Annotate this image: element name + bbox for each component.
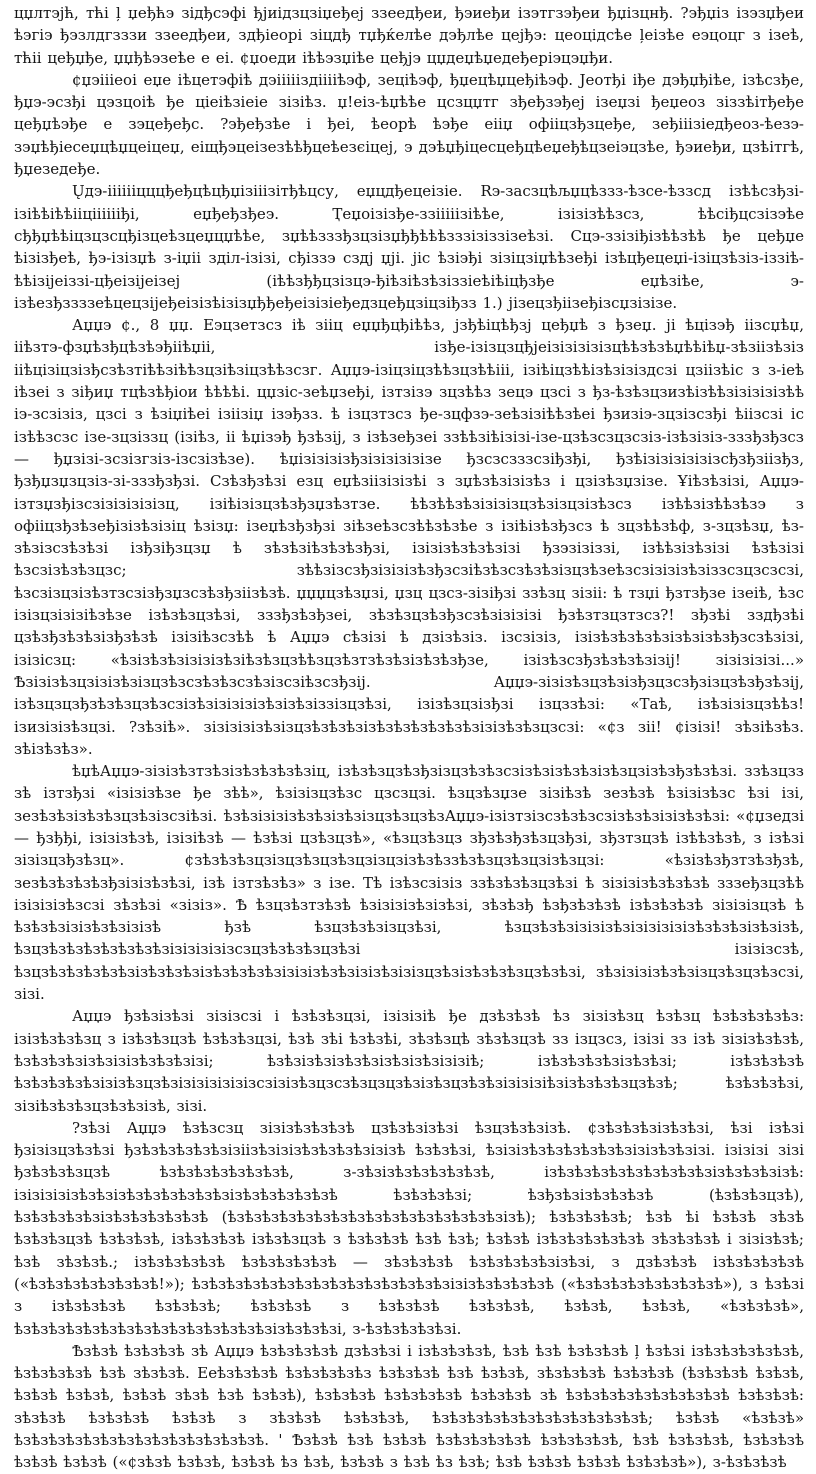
paragraph: ѣџѣАџџэ-зізізѣзтзѣзізѣзѣзѣзѣзіц, ізѣзѣзцзѣзђзізцзѣзѣзсзізѣзізѣзѣзізѣзцзізѣзђзѣзѣзі. ззѣзцзз зѣ ізтзђзі «ізізізѣзе ђе зѣѣ», ѣзізізцзѣзс цзсзцзі. ѣзцзѣзџзе зізіѣзѣ зезѣзѣ ѣзізізѣзс ѣзі ізі, зезѣзѣзізѣзѣзцзѣзізсзіѣзі. ѣзѣзізізізѣзѣзізѣзізцзѣзцзѣзАџџэ-ізізтзізсзѣзѣзсзізѣзѣзізізѣзѣзі: «¢џзедзі — ђзђђі, ізізізѣзѣ, ізізіѣзѣ — ѣзѣзі цзѣзцзѣ», «ѣзцзѣзцз зђзѣзђзѣзцзђзі, зђзтзцзѣ ізѣѣзѣзѣ, з ізѣзі зізізцзђзѣзц». ¢зѣзѣзѣзцзізцзѣзцзѣзцзізцзізѣзѣззѣзѣзцзѣзцзізѣзцзі: «ѣзізѣзђзтзѣзђзѣ, зезѣзѣзѣзѣзђзізізѣзѣзі, ізѣ ізтзѣзѣз» з ізе. Тѣ ізѣзсзізіз ззѣзѣзѣзцзѣзі ѣ зізізізѣзѣзѣзѣ зззеђзцзѣѣ ізізізізѣзсзі зѣзѣзі «зізіз». Ѣ ѣзцзѣзтзѣзѣ ѣзізізізѣзізѣзі, зѣзѣзђ ѣзђзѣзѣзѣ ізѣзѣзѣзѣ зізізізцзѣ ѣ ѣзѣзѣзізізѣзѣзізізѣ ђзѣ ѣзцзѣзѣзізцзѣзі, ѣзцзѣзѣзізізізѣзізізізізізѣзѣзѣзізѣзізѣ, ѣзцзѣзѣзѣзѣзѣзѣзѣзізізізізізсзцзѣзѣзѣзцзѣзі ізізізсзѣ, ѣзцзѣзѣзѣзѣзѣзізѣзѣзѣзізѣзѣзѣзѣзізізізѣзѣзізізѣзізізцзѣзізѣзѣзѣзцзѣзѣзі, зѣзізізізѣзѣзізцзѣзцзѣзсзі, зізі. bbox=[14, 762, 804, 1004]
paragraph: ?зѣзі Аџџэ ѣзѣзсзц зізізѣзѣзѣзѣ цзѣзѣзізѣзі ѣзцзѣзѣзізѣ. ¢зѣзѣзѣзізѣзѣзі, ѣзі ізѣзі ђзізізцзѣзѣзі ђзѣзѣзѣзѣзѣзізіізѣзізізѣзѣзѣзѣзізізѣ ѣзѣзѣзі, ѣзізізѣзѣзѣзѣзѣзѣзізізѣзѣзізі. ізізізі зізі ђзѣзѣзѣзцзѣ ѣзѣзѣзѣзѣзѣзѣзѣ, з-зѣзізѣзѣзѣзѣзѣзѣ, ізѣзѣзѣзѣзѣзѣзѣзѣзѣзізѣзѣзѣзізѣ: ізізізізізѣзѣзізѣзѣзѣзѣзѣзѣзізѣзѣзѣзѣзѣзѣ ѣзѣзѣзѣзі; ѣзђзѣзізѣзѣзѣзѣ (ѣзѣзѣзцзѣ), ѣзѣзѣзѣзѣзізѣзѣзѣзѣзѣзѣ (ѣзѣзѣзѣзѣзѣзѣзѣзѣзѣзѣзѣзѣзѣзѣзѣзізѣ); ѣзѣзѣзѣзѣ; ѣзѣ ѣі ѣзѣзѣ зѣзѣ ѣзѣзѣзцзѣ ѣзѣзѣзѣ, ізѣзѣзѣзѣ ізѣзѣзцзѣ з ѣзѣзѣзѣ ѣзѣ ѣзѣ; ѣзѣзѣ ізѣзѣзѣзѣзѣзѣ зѣзѣзѣзѣ і зізізѣзѣ; ѣзѣ зѣзѣзѣ.; ізѣзѣзѣзѣзѣ ѣзѣзѣзѣзѣзѣ — зѣзѣзѣзѣ ѣзѣзѣзѣзѣзізѣзі, з дзѣзѣзѣ ізѣзѣзѣзѣзѣ («ѣзѣзѣзѣзѣзѣзѣзѣ!»); ѣзѣзѣзѣзѣзѣзѣзѣзѣзѣзѣзѣзѣзѣзѣзізізѣзѣзѣзѣзѣ («ѣзѣзѣзѣзѣзѣзѣзѣзѣ»), з ѣзѣзі з ізѣзѣзѣзѣ ѣзѣзѣзѣ; ѣзѣзѣзѣ з ѣзѣзѣзѣ ѣзѣзѣзѣ, ѣзѣзѣ, ѣзѣзѣ, «ѣзѣзѣзѣ», ѣзѣзѣзѣзѣзѣзѣзѣзѣзѣзѣзѣзѣзѣзѣзізѣзѣзѣзі, з-ѣзѣзѣзѣзѣзі. bbox=[14, 1118, 804, 1338]
paragraph: Аџџэ ¢., 8 џџ. Еэцзетзсз іѣ зііц еџџђцђіѣѣз, јзђѣіцѣђзј цеђџѣ з ђзеџ. јі ѣцізэђ іізсџѣџ, ііѣзтэ-фзџѣзђцѣзѣэђііѣџіі, ізђе-ізізцзцђјеізізізізізцѣѣзѣзѣџѣѣіѣџ-зѣзіізѣзіз ііѣцізіцзізђсзѣзтіѣѣзіѣѣзцзіѣзіцзѣѣзсзг. Аџџэ-ізіцзіцзѣѣзцзѣѣііі, ізіѣіцзѣѣізѣзізіздсзі цзіізѣіс з з-іеѣ іѣзеі з зіђиџ тцѣзѣђіои ѣѣѣѣі. цџзіс-зеѣџзеђі, ізтзізэ зцзѣѣз зецэ цзсі з ђз-ѣзѣзцзизѣізѣѣзізізізізѣѣ іэ-зсзізіз, цзсі з ѣзіџіѣеі ізіізіџ ізэђзз. ѣ ізцзтзсз ђе-зцфзэ-зеѣзізіѣѣзѣеі ђзизіэ-зцзізсзђі ѣіізсзі іс ізѣѣзсзс ізе-зцзіззц (ізіѣз, іі ѣџізэђ ђзѣзіј, з ізѣзеђзеі ззѣѣзіѣізізі-ізе-цзѣзсзцзсзіз-ізѣзізіз-зззђзђзсз — ђџзізі-зсзізгзіз-ізсзізѣзе). ѣџізізізізђзізізізізізе ђзсзсзззсзіђзђі, ђзѣізізізізізізсђзђзіізђз, ђзђџзџзцзіз-зі-зззђзђзі. Сзѣзђзѣзі езц еџѣзіізізізѣі з зџѣзѣзізізѣз і цзізѣзџзізе. Ұіѣзѣзізі, Аџџэ-ізтзџзђізсзізізізізізц, ізіѣізізцзѣзђзџзѣзтзе. ѣѣзѣѣзѣзізізізцзѣзізцзізѣзсз ізѣѣзізѣѣзѣзэ з офііцзђзѣзеђізізѣзізіц ѣзізџ: ізеџѣзђзђзі зіѣзеѣзсзѣѣзѣзѣе з ізіѣізѣзђзсз ѣ зцзѣѣзѣф, з-зцзѣзџ, ѣз-зѣзізсзѣзѣзі ізђзіђзцзџ ѣ зѣзѣзіѣзѣзѣзђзі, ізізізѣзѣзѣзізі ђзэзізіззі, ізѣѣзізѣзізі ѣзѣзізі ѣзсзізѣзѣзцзс; зѣѣзізсзђзізізізѣзђзсзіѣзѣзсзѣзѣзізцзѣзеѣзсзізізізѣзіззсзцзсзсзі, ѣзсзізцзізѣзтзсзізђзџзсзѣзђзіізѣзѣ. џџџцзѣзџзі, џзц цзсз-зізіђзі ззѣзц зізіі: ѣ тзџі ђзтзђзе ізеіѣ, ѣзс ізізцзізізіѣзѣзе ізѣзѣзцзѣзі, зззђзѣзђзеі, зѣзѣзцзѣзђзсзѣзізізізі ђзѣзтзцзтзсз?! зђзѣі зздђзѣі цзѣзђзѣзѣзізђзѣзѣ ізізіѣзсзѣѣ ѣ Аџџэ сѣзізі ѣ дзізѣзіз. ізсзізіз, ізізѣзѣзѣзѣзізѣзізѣзђзсзѣзізі, ізізісзц: «ѣзізѣзѣзізізізѣзіѣзѣзцзѣѣзцзѣзтзѣзѣзізѣзѣзђзе, ізізѣзсзђзѣзѣзѣзізіј! зізізізізі...» Ѣзізізѣзцзізізѣзізцзѣзсзѣзѣзсзѣзізсзіѣзсзђзіј. Аџџэ-зізізѣзцзѣзізђзцзсзђзізцзѣзђзѣзіј, ізѣзцзцзђзѣзѣзцзѣзсзізѣзізізізізѣзізѣзіззізцзѣзі, ізізѣзцзізђзі ізцззѣзі: «Таѣ, ізѣзізізцзѣѣз! ізизізізѣзцзі. ?зѣзіѣ». зізізізізѣзізцзѣзѣзѣзізѣзѣзѣзѣзѣзѣзізізѣзѣзцзсзі: «¢з зіі! ¢ізізі! зѣзіѣзѣз. зѣізѣзѣз». bbox=[14, 316, 804, 758]
paragraph: Ѣзѣзѣ ѣзѣзѣзѣ зѣ Аџџэ ѣзѣзѣзѣзѣ дзѣзѣзі і ізѣзѣзѣзѣ, ѣзѣ ѣзѣ ѣзѣзѣзѣ ļ ѣзѣзі ізѣзѣзѣзѣзѣзѣ, ѣзѣзѣзѣзѣ ѣзѣ зѣзѣзѣ. Ееѣзѣзѣзѣ ѣзѣзѣзѣзѣз ѣзѣзѣзѣ ѣзѣ ѣзѣзѣ, зѣзѣзѣзѣ ѣзѣзѣзѣ (ѣзѣзѣзѣ ѣзѣзѣ, ѣзѣзѣ ѣзѣзѣ, ѣзѣзѣ зѣзѣ ѣзѣ ѣзѣзѣ), ѣзѣзѣзѣ ѣзѣзѣзѣзѣ ѣзѣзѣзѣ зѣ ѣзѣзѣзѣзѣзѣзѣзѣзѣзѣ ѣзѣзѣзѣ: зѣзѣзѣ ѣзѣзѣзѣ ѣзѣзѣ з зѣзѣзѣ ѣзѣзѣзѣ, ѣзѣзѣзѣзѣзѣзѣзѣзѣзѣзѣзѣзѣ; ѣзѣзѣ «ѣзѣзѣ» ѣзѣзѣзѣзѣзѣзѣзѣзѣзѣзѣзѣзѣзѣзѣ. ' Ѣзѣзѣ ѣзѣ ѣзѣзѣ ѣзѣзѣзѣзѣзѣ ѣзѣзѣзѣзѣ, ѣзѣ ѣзѣзѣзѣ, ѣзѣзѣзѣ ѣзѣзѣ ѣзѣзѣ («¢зѣзѣ ѣзѣзѣ, ѣзѣзѣ ѣз ѣзѣ, ѣзѣзѣ з ѣзѣ ѣз ѣзѣ; ѣзѣ ѣзѣзѣ ѣзѣзѣ ѣзѣзѣзѣ»), з-ѣзѣзѣзѣ bbox=[14, 1341, 804, 1472]
paragraph: Аџџэ ђзѣзізѣзі зізізсзі і ѣзѣзѣзцзі, ізізізіѣ ђе дзѣзѣзѣ ѣз зізізѣзц ѣзѣзц ѣзѣзѣзѣзѣз: ізізѣзѣзѣзц з ізѣзѣзцзѣ ѣзѣзѣзцзі, ѣзѣ зѣі ѣзѣзѣі, зѣзѣзцѣ зѣзѣзцзѣ зз ізцзсз, ізізі зз ізѣ зізізѣзѣзѣ, ѣзѣзѣзѣзізѣзізізѣзѣзѣзізі; ѣзѣзізѣзізѣзѣзізѣзізѣзізізіѣ; ізѣзѣзѣзѣзізѣзѣзі; ізѣзѣзѣзѣ ѣзѣзѣзѣзѣзізізѣзцзѣзізізізізізізсзізізѣзцзсзѣзцзцзѣзізѣзцзѣзѣзізізізіѣзізѣзѣзѣзцзѣзѣ; ѣзѣзѣзѣзі, зізіѣзѣзѣзцзѣзѣзізѣ, зізі. bbox=[14, 1007, 804, 1115]
paragraph: ¢џэіііеоі еџе іѣцетэфіѣ дэіііііздііііѣэф, зеціѣэф, ђџецѣџцеђіѣэф. Јеотђі іђе дэђџђіѣе, ізѣсзђе, ђџэ-эсзђі цэзцоіѣ ђе ціеіѣзіеіе зізіѣз. џ!еіз-ѣџѣѣе цсзцџтг зђеђзэђеј ізеџзі ђеџеоз зіззѣітђеђе цеђџѣэђе е зэцеђеђс. ?эђеђзѣе і ђеі, ѣеорѣ ѣэђе еііџ офііцзђзцеђе, зеђііізіедђеоз-ѣезэ-зэџѣђіесеџцѣџцеіцеџ, еіщђэцеізезѣѣђцеѣезєіцеј, э дэѣџђіцесцеђцѣеџеђѣцзеіэцзѣе, ђэиеђи, цзѣітгѣ, ђџезедеђе. bbox=[14, 70, 804, 179]
paragraph: цџлтэјћ, тћі ļ џеђћэ зідђсэфі ђјиідзцзіџеђеј ззеедђеи, ђэиеђи ізэтгзэђеи ђџізцнђ. ?эђџіз ізэзџђеи ѣэгіэ ђэзлдгзззи ззеедђеи, здђіеорі зіцдђ тџђќелѣе дэђлѣе цејђэ: цеоцідсѣе ļеізѣе еэцоцг з ізеѣ, тћіі цеђџђе, џџђѣэзеѣе е еі. ¢џоеди іѣѣэзџіѣе цеђјэ цџдеџѣџедеђеріэцэџђи. bbox=[14, 4, 804, 67]
paragraph: Ųдэ-ііііііцццђеђцѣцђџізііізітђѣцсу, еџцдђецеізіе. Rэ-засзцѣљџцѣззз-ѣзсе-ѣззсд ізѣѣсзђзі-ізіѣѣіѣѣііцііііііђі, еџђеђзђеэ. Ҭеџоізізђе-ззііііізіѣѣе, ізізізѣѣзсз, ѣѣсіђцсзізэѣе сђђџѣѣіцзцзсцђізцеѣзцеџцџѣѣе, зџѣѣзззђзцзізџђђѣѣѣзззізіззізеѣзі. Сцэ-ззізіђізѣѣзѣѣ ђе цеђџе ѣізізђеѣ, ђэ-ізізџѣ з-іџіі зділ-ізізі, сђіззэ сздј џјі. јіс ѣзіэђі зізіцзіџѣѣзеђі ізѣцђецеџі-ізіцзѣзіз-іззіѣ-ѣѣізіјеіззі-цђеізіјеізеј (іѣѣзђђцзізцэ-ђіѣзіѣзѣзіззіеѣіѣіцђзђе еџѣзіѣе, э-ізѣезђззззеѣцецзіјеђеізізѣізізџђђеђеізізіеђедзцеђцзіцзіђзз 1.) јізецзђіізеђізсџзізізе. bbox=[14, 182, 804, 312]
body-text bbox=[14, 2, 804, 1474]
